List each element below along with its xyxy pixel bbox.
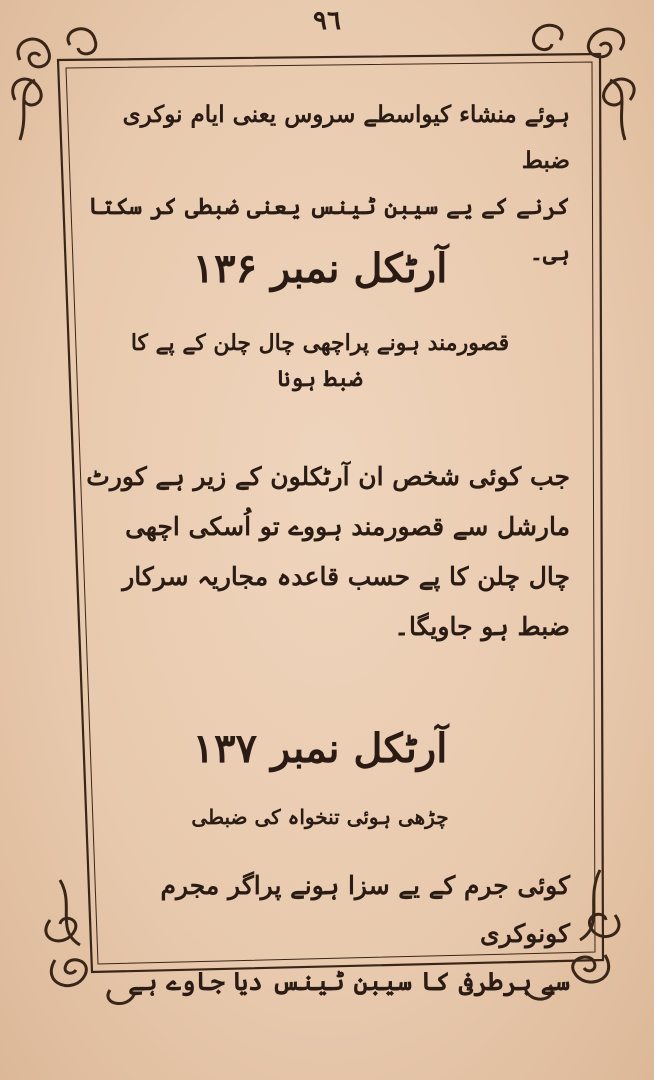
page-number: ٩٦ <box>313 6 341 36</box>
article-137-subheading: چڑھی ہوئی تنخواہ کی ضبطی <box>191 805 449 829</box>
body-line: چال چلن کا پے حسب قاعدہ مجاریہ سرکار <box>122 562 570 591</box>
article-136-body <box>70 452 570 652</box>
body-line: مارشل سے قصورمند ہووے تو اُسکی اچھی <box>125 512 570 541</box>
body-line: جب کوئی شخص ان آرٹکلون کے زیر ہے کورٹ <box>86 462 570 491</box>
intro-line: کرنے کے یے سیبن ٹینس یعنی ضبطی کر سکتا ہی۔ <box>88 193 570 266</box>
body-line: سے برطرفی کا سیبن ٹینس دیا جاوے ہے <box>128 967 570 996</box>
subheading-line: ضبط ہونا <box>277 366 363 392</box>
article-136-subheading <box>80 325 560 397</box>
article-137-body <box>70 862 570 1006</box>
body-line: کوئی جرم کے یے سزا ہونے پراگر مجرم کونوکری <box>160 871 570 948</box>
body-line: ضبط ہو جاویگا۔ <box>394 612 570 641</box>
article-137-heading: آرٹکل نمبر ۱۳۷ <box>192 725 448 772</box>
intro-line: ہوئے منشاء کیواسطے سروس یعنی ایام نوکری ضبط <box>122 101 570 174</box>
subheading-line: قصورمند ہونے پراچھی چال چلن کے پے کا <box>130 330 510 356</box>
article-136-heading: آرٹکل نمبر ۱۳۶ <box>192 245 448 292</box>
